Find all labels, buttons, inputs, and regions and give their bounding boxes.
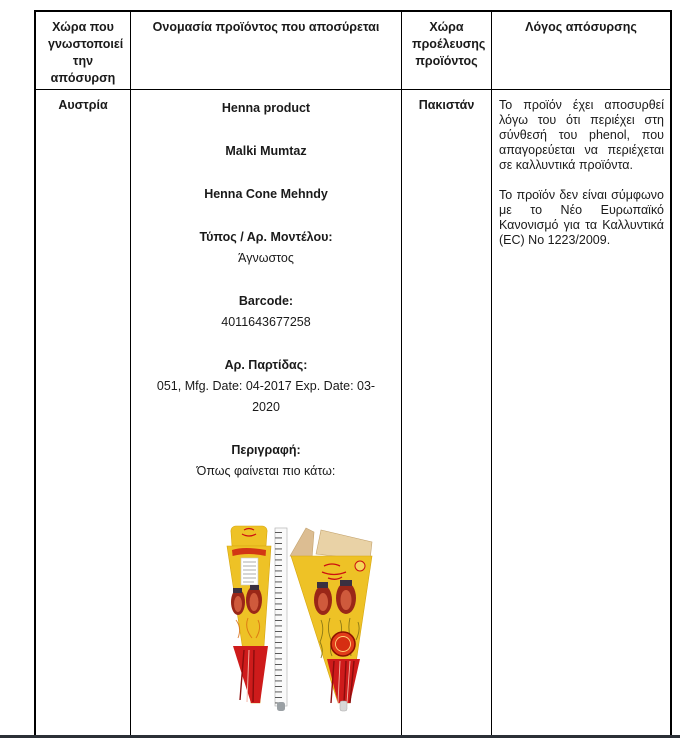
notifying-country-value: Αυστρία	[58, 98, 108, 112]
header-notifying-country: Χώρα που γνωστοποιεί την απόσυρση	[36, 12, 131, 90]
product-photo	[224, 520, 379, 715]
cell-origin-country	[402, 90, 492, 735]
header-origin-country: Χώρα προέλευσης προϊόντος	[402, 12, 492, 90]
product-batch-value: 051, Mfg. Date: 04-2017 Exp. Date: 03-2020	[156, 379, 376, 414]
product-description-label: Περιγραφή:	[231, 443, 301, 457]
ruler-graphic	[275, 528, 287, 711]
product-model-name: Henna Cone Mehndy	[204, 187, 328, 201]
recall-reason-paragraph-2: Το προϊόν δεν είναι σύμφωνο με το Νέο Ευρωπαϊκό Κανονισμό για τα Καλλυντικά (EC) No 1223/2009.	[499, 188, 664, 247]
page-bottom-rule	[0, 735, 680, 738]
origin-country-value: Πακιστάν	[418, 98, 475, 112]
product-barcode-label: Barcode:	[238, 294, 294, 308]
recall-reason-paragraph-1: Το προϊόν έχει αποσυρθεί λόγω του ότι περιέχει στη σύνθεσή του phenol, που απαγορεύεται να περιέχεται σε καλλυντικά προϊόντα.	[499, 98, 664, 172]
product-type-label: Τύπος / Αρ. Μοντέλου:	[199, 230, 333, 244]
product-batch-label: Αρ. Παρτίδας:	[224, 358, 308, 372]
header-product-name: Ονομασία προϊόντος που αποσύρεται	[131, 12, 402, 90]
header-recall-reason: Λόγος απόσυρσης	[492, 12, 670, 90]
product-type-value: Άγνωστος	[238, 251, 294, 265]
cell-product-details	[131, 90, 402, 735]
recall-table	[34, 10, 672, 735]
product-brand: Malki Mumtaz	[225, 144, 307, 158]
product-barcode-value: 4011643677258	[221, 315, 311, 329]
cell-recall-reason	[492, 90, 670, 735]
product-name: Henna product	[221, 101, 311, 115]
cell-notifying-country	[36, 90, 131, 735]
product-description-value: Όπως φαίνεται πιο κάτω:	[196, 464, 336, 478]
